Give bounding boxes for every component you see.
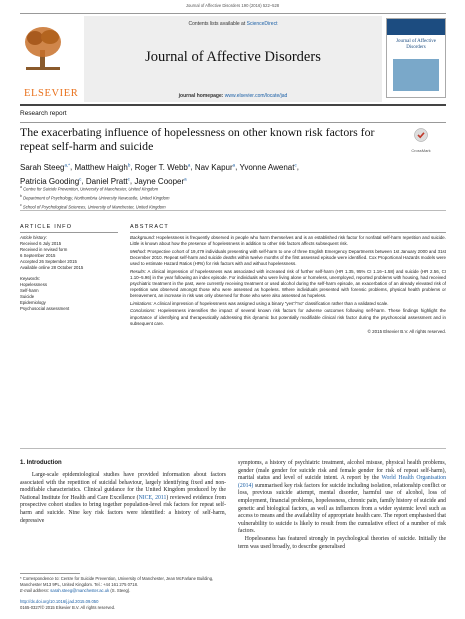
body-paragraph: symptoms, a history of psychiatric treatment, alcohol misuse, physical health problems, gender (male gender for suicide risk and female gender for risk of repeat self-harm), marital status and level of suicide intent. A report by the World Health Organisation (2014) summarised key risk factors for suicide including isolation, relationship conflict or loss, previous suicide attempt, mental disorder, harmful use of alcohol, loss of employment, financial problems, hopelessness, chronic pain, family history of suicide and genetic and biological factors, as well as influences from a wider systemic level such as access to means and the availability of appropriate health care. The report emphasised that vulnerability to suicide is likely to result from the cumulative effect of a number of risk factors. [238, 460, 447, 535]
sciencedirect-link[interactable]: ScienceDirect [246, 21, 278, 27]
keyword: Hopelessness [20, 281, 47, 287]
affiliation: $^c$ School of Psychological Sciences, University of Manchester, United Kingdom [20, 202, 166, 210]
body-column-left [20, 460, 226, 525]
journal-cover-thumbnail [386, 18, 446, 98]
citation-link[interactable]: World Health Organisation (2014) [238, 475, 447, 489]
cover-title: Journal of Affective Disorders [396, 39, 436, 50]
article-title: The exacerbating influence of hopelessness on other known risk factors for repeat self-harm and suicide [20, 125, 375, 153]
divider [20, 210, 446, 211]
homepage-prefix: journal homepage: [178, 93, 224, 99]
history-label: Article history: [20, 235, 47, 240]
history-item: Available online 28 October 2015 [20, 265, 84, 271]
citation-link[interactable]: NICE, 2011 [138, 494, 167, 501]
section-heading: 1. Introduction [20, 460, 62, 466]
journal-citation: Journal of Affective Disorders 190 (2016) 522–528 [185, 3, 280, 8]
divider [20, 232, 118, 233]
history-item: 6 September 2015 [20, 253, 56, 259]
abstract-background: Background: Hopelessness is frequently observed in people who harm themselves and is an established risk factor for nonfatal self-harm repetition and suicide. Little is known about how the presence of hopelessness in addition to other risk factors affects subsequent risk. [130, 235, 446, 247]
journal-masthead [20, 13, 446, 106]
keywords-label: Keywords: [20, 275, 41, 281]
author-list: Sarah Steeg$^{a,*}$, Matthew Haigh$^b$, Roger T. Webb$^a$, Nav Kapur$^a$, Yvonne Awenat$^c$, Patricia Gooding$^c$, Daniel Pratt$^c$, Jayne Cooper$^a$ [20, 162, 299, 186]
abstract-results: Results: A clinical impression of hopelessness was associated with increased risk of further self-harm (HR 1.35, 95% CI 1.16–1.58) and suicide (HR 2.56, CI 1.10–5.96) in the year following an index episode. For individuals who were living alone or homeless, unemployed, reported problems with housing, had received psychiatric treatment in the past, were currently receiving treatment or used alcohol during the self-harm episode, an exacerbation of an already elevated risk of repetition was observed amongst those who were assessed as hopeless. Where individuals presented with forensic problems, physical health problems or bereavement, an increase in risk was only observed for those who were also assessed as hopeless. [130, 268, 447, 299]
cover-image [393, 59, 439, 91]
author[interactable]: Matthew Haigh$^b$ [74, 162, 131, 172]
email-link[interactable]: sarah.steeg@manchester.ac.uk [50, 587, 110, 593]
footnote-divider [20, 573, 80, 574]
article-info [20, 235, 120, 312]
copyright: © 2015 Elsevier B.V. All rights reserved. [367, 328, 446, 334]
elsevier-tree-icon [20, 24, 66, 72]
abstract-method: Method: Prospective cohort of 19,479 individuals presenting with self-harm to one of three English Emergency Departments between 1st January 2000 and 31st December 2010. Repeat self-harm and suicide deaths within twelve months of the first assessed episode were identified. Cox Proportional Hazards models were used to estimate Hazard Ratios (HRs) for risk factors with and without hopelessness. [130, 248, 446, 266]
abstract-conclusions: Conclusions: Hopelessness intensifies the impact of several known risk factors for adverse outcomes following self-harm. These findings highlight the importance of identifying and therapeutically addressing this dynamic but potentially modifiable clinical risk factor during the psychosocial assessment and in subsequent care. [130, 308, 446, 326]
publisher-name: ELSEVIER [24, 88, 79, 99]
masthead-center [84, 16, 382, 102]
author[interactable]: Nav Kapur$^a$ [194, 162, 236, 172]
author[interactable]: Yvonne Awenat$^c$ [239, 162, 297, 172]
doi-block [20, 599, 115, 611]
article-info-heading: ARTICLE INFO [20, 224, 73, 230]
keyword: Self-harm [20, 287, 39, 293]
affiliation: $^b$ Department of Psychology, Northumbria University Newcastle, United Kingdom [20, 193, 170, 201]
divider [130, 232, 446, 233]
cover-band [387, 19, 445, 35]
elsevier-logo[interactable] [20, 16, 80, 102]
journal-homepage-line [84, 93, 382, 99]
crossmark-icon [414, 128, 428, 142]
crossmark-label: CrossMark [411, 148, 431, 153]
doi-link[interactable]: http://dx.doi.org/10.1016/j.jad.2015.09.050 [20, 599, 99, 604]
body-paragraph: Hopelessness has featured strongly in psychological theories of suicide. Initially the term was used broadly, to describe generalised [238, 535, 446, 550]
abstract-body [130, 235, 446, 335]
homepage-link[interactable]: www.elsevier.com/locate/jad [224, 93, 288, 99]
divider [20, 448, 446, 449]
author[interactable]: Patricia Gooding$^c$ [20, 176, 82, 186]
journal-title: Journal of Affective Disorders [145, 49, 321, 65]
author[interactable]: Daniel Pratt$^c$ [85, 176, 130, 186]
abstract-heading: ABSTRACT [130, 224, 169, 230]
author[interactable]: Roger T. Webb$^a$ [134, 162, 191, 172]
contents-line [84, 21, 382, 27]
history-item: Received 6 July 2015 [20, 241, 62, 247]
keyword: Psychosocial assessment [20, 306, 70, 312]
abstract-limitations: Limitations: A clinical impression of hopelessness was assigned using a binary “yes”/“no” classification rather than a validated scale. [130, 300, 389, 306]
divider [20, 122, 446, 123]
author[interactable]: Jayne Cooper$^a$ [134, 176, 187, 186]
affiliations [20, 184, 440, 211]
body-column-right [238, 460, 446, 551]
keyword: Epidemiology [20, 299, 46, 305]
article-type: Research report [20, 110, 67, 117]
issn-line: 0165-0327/© 2015 Elsevier B.V. All rights reserved. [20, 604, 116, 610]
body-paragraph: Large-scale epidemiological studies have provided information about factors associated with the repetition of suicidal behaviour, largely identifying fixed and non-modifiable characteristics. Clinical guidance for the United Kingdom produced by the National Institute for Health and Care Excellence (NICE, 2011) reviewed evidence from prospective cohort studies to bring together population-level risk factors for repeat self-harm and suicide. Nine key risk factors were identified: a history of self-harm, depressive [20, 472, 227, 524]
author[interactable]: Sarah Steeg$^{a,*}$ [20, 162, 70, 172]
affiliation: $^a$ Centre for Suicide Prevention, University of Manchester, United Kingdom [20, 185, 159, 192]
crossmark-badge[interactable] [396, 128, 446, 153]
keyword: Suicide [20, 293, 35, 299]
contents-prefix: Contents lists available at [188, 21, 246, 27]
corresponding-author-footnote: * Correspondence to: Centre for Suicide Prevention, University of Manchester, Jean McFarlane Building, Manchester M13 9PL, United Kingdom. Tel.: +44 161 275 0718. E-mail address: sarah.steeg@manchester.ac.uk (S. Steeg). [20, 576, 214, 593]
history-item: Received in revised form [20, 247, 68, 253]
history-item: Accepted 26 September 2015 [20, 259, 77, 265]
